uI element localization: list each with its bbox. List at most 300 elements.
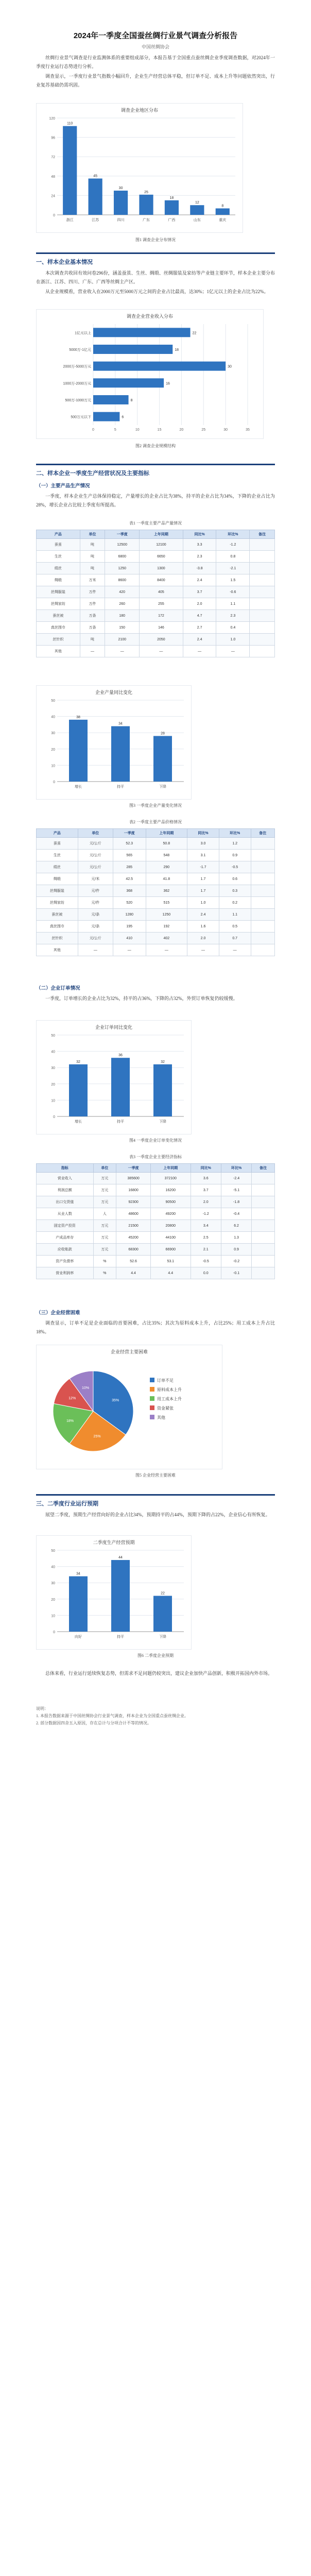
- document-source: 中国丝绸协会: [141, 44, 169, 49]
- y-tick-label: 40: [51, 715, 55, 719]
- table-cell: —: [146, 944, 187, 956]
- table-cell: 万元: [93, 1184, 116, 1196]
- y-tick-label: 72: [51, 156, 55, 160]
- table-cell: 固定资产投资: [37, 1220, 94, 1232]
- table-cell: 520: [113, 897, 146, 909]
- table-cell: 0.8: [216, 551, 250, 563]
- table-cell: 2.4: [187, 909, 219, 921]
- table-cell: 丝绸服装: [37, 885, 78, 897]
- table-row: [37, 1184, 275, 1196]
- table-cell: 3.6: [191, 1173, 221, 1184]
- y-tick-label: 1亿元以上: [75, 331, 91, 335]
- table-cell: 255: [140, 598, 183, 610]
- table-cell: [250, 586, 275, 598]
- table-cell: [250, 646, 275, 657]
- table-cell: 2.5: [191, 1232, 221, 1244]
- table-1-caption: 表1 一季度主要产品产量情况: [129, 521, 182, 526]
- x-tick-label: 广西: [168, 218, 176, 222]
- data-label: 8: [221, 204, 224, 208]
- table-cell: 2.1: [191, 1244, 221, 1256]
- table-cell: 绢丝: [37, 563, 80, 574]
- table-row: [37, 921, 275, 933]
- table-cell: 1250: [146, 909, 187, 921]
- chart-title: 企业订单同比变化: [95, 1025, 133, 1030]
- legend-swatch: [150, 1415, 154, 1419]
- table-cell: 蚕丝被: [37, 909, 78, 921]
- bar: [69, 720, 88, 782]
- table-cell: -2.4: [221, 1173, 251, 1184]
- legend-label: 资金紧张: [157, 1406, 174, 1411]
- table-cell: 12500: [105, 539, 140, 551]
- table-row: [37, 944, 275, 956]
- table-cell: —: [140, 646, 183, 657]
- table-cell: 元/公斤: [78, 861, 113, 873]
- section-1-text: [36, 269, 275, 297]
- table-cell: [252, 1196, 275, 1208]
- table-1-wrapper: [36, 530, 275, 657]
- table-cell: 49200: [150, 1208, 191, 1220]
- table-cell: 20800: [150, 1220, 191, 1232]
- table-cell: 362: [146, 885, 187, 897]
- data-label: 25%: [93, 1434, 101, 1438]
- table-3-wrapper: [36, 1163, 275, 1279]
- table-cell: —: [183, 646, 216, 657]
- table-cell: 万元: [93, 1232, 116, 1244]
- table-row: [37, 586, 275, 598]
- table-row: [37, 1173, 275, 1184]
- figure-6-chart: [36, 1535, 192, 1650]
- figure-5-svg: [37, 1345, 222, 1469]
- section-divider: [36, 1494, 275, 1496]
- table-cell: 丝绸家纺: [37, 598, 80, 610]
- table-cell: 6.2: [221, 1220, 251, 1232]
- table-cell: 蚕丝被: [37, 610, 80, 622]
- data-label: 22: [192, 331, 197, 335]
- x-tick-label: 持平: [117, 785, 124, 789]
- table-cell: 产成品库存: [37, 1232, 94, 1244]
- data-label: 22: [161, 1591, 165, 1596]
- y-tick-label: 24: [51, 194, 55, 198]
- table-cell: 6650: [140, 551, 183, 563]
- table-cell: 其他: [37, 646, 80, 657]
- x-tick-label: 35: [246, 428, 250, 432]
- table-cell: -0.2: [221, 1256, 251, 1267]
- column-header: 同比%: [191, 1164, 221, 1173]
- table-cell: -1.2: [216, 539, 250, 551]
- table-cell: 1.5: [216, 574, 250, 586]
- column-header: 上年同期: [150, 1164, 191, 1173]
- data-label: 32: [76, 1060, 80, 1064]
- table-2-caption: 表2 一季度主要产品价格情况: [129, 820, 182, 824]
- chart-title: 二季度生产经营预期: [93, 1540, 135, 1545]
- table-cell: -1.2: [191, 1208, 221, 1220]
- table-row: [37, 1232, 275, 1244]
- section-1-heading: 一、样本企业基本情况: [36, 259, 93, 265]
- table-cell: 营业收入: [37, 1173, 94, 1184]
- table-cell: —: [78, 944, 113, 956]
- table-cell: -0.1: [221, 1267, 251, 1279]
- table-cell: 元/公斤: [78, 933, 113, 944]
- table-cell: 385600: [116, 1173, 151, 1184]
- table-cell: 生丝: [37, 850, 78, 861]
- data-label: 12: [195, 201, 199, 205]
- table-cell: 万元: [93, 1220, 116, 1232]
- table-cell: -1.8: [221, 1196, 251, 1208]
- table-cell: 45200: [116, 1232, 151, 1244]
- y-tick-label: 20: [51, 748, 55, 752]
- table-row: [37, 622, 275, 634]
- paragraph: 一季度，订单增长的企业占比为32%，持平的占36%，下降的占32%，外贸订单恢复仍较缓慢。: [45, 996, 238, 1001]
- table-cell: 2100: [105, 634, 140, 646]
- table-cell: [251, 861, 274, 873]
- table-cell: 生丝: [37, 551, 80, 563]
- y-tick-label: 500万元以下: [71, 415, 91, 419]
- table-cell: 6800: [105, 551, 140, 563]
- table-cell: 万元: [93, 1244, 116, 1256]
- section-2-heading: 二、样本企业一季度生产经营状况及主要指标: [36, 470, 149, 477]
- column-header: 同比%: [187, 829, 219, 838]
- legend-label: 订单不足: [157, 1378, 174, 1383]
- data-label: 6: [122, 415, 124, 419]
- table-cell: 368: [113, 885, 146, 897]
- table-cell: 3.1: [187, 850, 219, 861]
- x-tick-label: 重庆: [219, 218, 227, 222]
- table-cell: [250, 574, 275, 586]
- bar: [111, 1058, 130, 1116]
- table-cell: 2.0: [183, 598, 216, 610]
- table-cell: 1.2: [219, 838, 251, 850]
- table-cell: 2.7: [183, 622, 216, 634]
- table-row: [37, 1244, 275, 1256]
- table-cell: 565: [113, 850, 146, 861]
- table-cell: 0.9: [219, 850, 251, 861]
- table-row: [37, 551, 275, 563]
- table-cell: —: [113, 944, 146, 956]
- y-tick-label: 10: [51, 1614, 55, 1618]
- column-header: 备注: [252, 1164, 275, 1173]
- table-cell: %: [93, 1267, 116, 1279]
- table-cell: 元/条: [78, 921, 113, 933]
- table-cell: [252, 1173, 275, 1184]
- section-3-text: [36, 1511, 275, 1520]
- table-header-row: [37, 829, 275, 838]
- table-cell: 0.6: [219, 873, 251, 885]
- figure-2-chart: [36, 309, 264, 439]
- table-cell: 利润总额: [37, 1184, 94, 1196]
- table-cell: 2.4: [183, 574, 216, 586]
- table-cell: 蚕茧: [37, 838, 78, 850]
- table-cell: 90500: [150, 1196, 191, 1208]
- table-row: [37, 1267, 275, 1279]
- y-tick-label: 10: [51, 1099, 55, 1103]
- table-cell: 万件: [80, 598, 105, 610]
- table-row: [37, 861, 275, 873]
- figure-1-svg: [37, 104, 243, 232]
- figure-2-caption: 图2 调查企业规模结构: [135, 444, 176, 448]
- table-cell: -0.5: [191, 1256, 221, 1267]
- y-tick-label: 30: [51, 1582, 55, 1586]
- table-cell: %: [93, 1256, 116, 1267]
- section-2-1-text: [36, 492, 275, 511]
- table-cell: [251, 897, 274, 909]
- table-cell: 1250: [105, 563, 140, 574]
- table-cell: 180: [105, 610, 140, 622]
- table-cell: 290: [146, 861, 187, 873]
- table-cell: 元/米: [78, 873, 113, 885]
- table-1: [36, 530, 275, 657]
- y-tick-label: 500万-1000万元: [65, 399, 91, 402]
- table-row: [37, 909, 275, 921]
- table-row: [37, 598, 275, 610]
- table-cell: 万元: [93, 1173, 116, 1184]
- table-cell: 万条: [80, 622, 105, 634]
- table-cell: 146: [140, 622, 183, 634]
- figure-5-chart: [36, 1345, 222, 1469]
- figure-1-chart: [36, 103, 243, 233]
- table-cell: 丝绸家纺: [37, 897, 78, 909]
- data-label: 12%: [68, 1397, 76, 1401]
- x-tick-label: 30: [223, 428, 228, 432]
- data-label: 110: [67, 122, 73, 126]
- figure-4-svg: [37, 1021, 191, 1134]
- table-cell: 192: [146, 921, 187, 933]
- table-cell: [250, 551, 275, 563]
- table-cell: 资产负债率: [37, 1256, 94, 1267]
- paragraph: 从企业规模看，营业收入在2000万元至5000万元之间的企业占比最高，达30%；1亿元以上的企业占比为22%。: [45, 289, 269, 294]
- table-cell: 0.7: [219, 933, 251, 944]
- column-header: 产品: [37, 829, 78, 838]
- table-cell: [252, 1208, 275, 1220]
- table-cell: —: [105, 646, 140, 657]
- table-row: [37, 873, 275, 885]
- table-cell: 0.3: [219, 885, 251, 897]
- table-cell: 3.7: [191, 1184, 221, 1196]
- x-tick-label: 四川: [117, 218, 125, 222]
- bar: [93, 412, 119, 421]
- data-label: 32: [161, 1060, 165, 1064]
- table-cell: 0.2: [219, 897, 251, 909]
- table-cell: [251, 885, 274, 897]
- x-tick-label: 向好: [75, 1635, 82, 1639]
- table-cell: 16200: [150, 1184, 191, 1196]
- legend-label: 其他: [157, 1415, 165, 1420]
- table-cell: [252, 1267, 275, 1279]
- table-cell: 元/公斤: [78, 838, 113, 850]
- table-cell: -5.1: [221, 1184, 251, 1196]
- paragraph: 展望二季度，预期生产经营向好的企业占比34%，预期持平的占44%，预期下降的占22%，企业信心有所恢复。: [45, 1512, 270, 1517]
- table-cell: 万米: [80, 574, 105, 586]
- column-header: 一季度: [105, 530, 140, 539]
- bar: [69, 1577, 88, 1632]
- data-label: 8: [130, 399, 133, 402]
- table-cell: 1.0: [216, 634, 250, 646]
- y-tick-label: 40: [51, 1565, 55, 1569]
- column-header: 环比%: [221, 1164, 251, 1173]
- x-tick-label: 25: [201, 428, 206, 432]
- y-tick-label: 20: [51, 1598, 55, 1602]
- table-row: [37, 563, 275, 574]
- table-cell: 0.0: [191, 1267, 221, 1279]
- y-tick-label: 50: [51, 699, 55, 703]
- bar: [93, 378, 164, 387]
- table-cell: 元/条: [78, 909, 113, 921]
- table-cell: 66900: [150, 1244, 191, 1256]
- table-cell: [251, 933, 274, 944]
- table-cell: 44100: [150, 1232, 191, 1244]
- bar: [93, 328, 191, 337]
- table-cell: 4.7: [183, 610, 216, 622]
- notes-line: 1. 本报告数据来源于中国丝绸协会行业景气调查，样本企业为全国重点蚕丝绸企业。: [36, 1714, 188, 1718]
- y-tick-label: 0: [53, 1631, 55, 1634]
- table-header-row: [37, 530, 275, 539]
- table-cell: —: [219, 944, 251, 956]
- table-cell: 92300: [116, 1196, 151, 1208]
- table-row: [37, 1220, 275, 1232]
- y-tick-label: 120: [49, 117, 55, 121]
- data-label: 38: [76, 715, 80, 719]
- table-cell: 42.5: [113, 873, 146, 885]
- table-cell: [252, 1244, 275, 1256]
- legend-label: 用工成本上升: [157, 1397, 182, 1401]
- x-tick-label: 下降: [159, 1635, 166, 1639]
- table-cell: 万条: [80, 610, 105, 622]
- table-cell: 2.3: [183, 551, 216, 563]
- data-label: 18%: [66, 1419, 74, 1423]
- data-label: 18: [169, 196, 174, 200]
- data-label: 28: [161, 732, 165, 736]
- table-3: [36, 1163, 275, 1279]
- table-cell: 万件: [80, 586, 105, 598]
- table-cell: [252, 1184, 275, 1196]
- table-cell: 丝绸服装: [37, 586, 80, 598]
- y-tick-label: 30: [51, 732, 55, 736]
- table-cell: 52.3: [113, 838, 146, 850]
- bar: [190, 205, 204, 215]
- table-cell: 2.3: [216, 610, 250, 622]
- table-cell: -3.8: [183, 563, 216, 574]
- bar: [63, 126, 77, 215]
- x-tick-label: 20: [179, 428, 184, 432]
- legend-swatch: [150, 1396, 154, 1401]
- y-tick-label: 30: [51, 1066, 55, 1071]
- data-label: 18: [175, 348, 179, 352]
- x-tick-label: 15: [157, 428, 162, 432]
- table-cell: [251, 838, 274, 850]
- column-header: 指标: [37, 1164, 94, 1173]
- y-tick-label: 1000万-2000万元: [63, 382, 91, 386]
- table-row: [37, 574, 275, 586]
- y-tick-label: 96: [51, 136, 55, 140]
- table-cell: [251, 909, 274, 921]
- x-tick-label: 浙江: [66, 218, 74, 222]
- bar: [69, 1064, 88, 1116]
- section-2-3-heading: （三）企业经营困难: [36, 1311, 80, 1316]
- table-cell: 2.4: [183, 634, 216, 646]
- table-cell: 丝针织: [37, 634, 80, 646]
- column-header: 单位: [80, 530, 105, 539]
- section-3-heading: 三、二季度行业运行预期: [36, 1501, 98, 1507]
- table-cell: 1.6: [187, 921, 219, 933]
- table-cell: 元/件: [78, 885, 113, 897]
- table-cell: 2.0: [191, 1196, 221, 1208]
- figure-3-svg: [37, 686, 191, 799]
- column-header: 单位: [93, 1164, 116, 1173]
- x-tick-label: 5: [114, 428, 116, 432]
- y-tick-label: 50: [51, 1034, 55, 1038]
- bar: [216, 208, 230, 215]
- table-header-row: [37, 1164, 275, 1173]
- table-cell: 21500: [116, 1220, 151, 1232]
- data-label: 44: [118, 1555, 123, 1560]
- bar: [153, 1596, 172, 1632]
- column-header: 环比%: [219, 829, 251, 838]
- data-label: 25: [144, 190, 148, 194]
- data-label: 30: [228, 365, 232, 369]
- table-row: [37, 1256, 275, 1267]
- table-cell: 蚕茧: [37, 539, 80, 551]
- table-cell: [251, 873, 274, 885]
- table-cell: 1300: [140, 563, 183, 574]
- bar: [114, 191, 128, 215]
- table-cell: 420: [105, 586, 140, 598]
- table-cell: 吨: [80, 563, 105, 574]
- bar: [93, 395, 129, 404]
- table-cell: 0.4: [216, 622, 250, 634]
- y-tick-label: 40: [51, 1050, 55, 1054]
- x-tick-label: 江苏: [92, 218, 99, 222]
- table-cell: 260: [105, 598, 140, 610]
- column-header: 同比%: [183, 530, 216, 539]
- table-cell: 元/公斤: [78, 850, 113, 861]
- data-label: 30: [118, 187, 123, 190]
- y-tick-label: 5000万-1亿元: [69, 348, 91, 352]
- data-label: 10%: [82, 1386, 90, 1391]
- figure-3-caption: 图3 一季度企业产量变化情况: [129, 803, 182, 808]
- table-cell: 吨: [80, 539, 105, 551]
- table-cell: 48600: [116, 1208, 151, 1220]
- table-cell: 1.7: [187, 873, 219, 885]
- table-row: [37, 933, 275, 944]
- x-tick-label: 增长: [75, 1120, 82, 1124]
- column-header: 一季度: [116, 1164, 151, 1173]
- table-row: [37, 1208, 275, 1220]
- table-cell: 1.1: [219, 909, 251, 921]
- table-cell: 8400: [140, 574, 183, 586]
- figure-5-caption: 图5 企业经营主要困难: [135, 1473, 176, 1478]
- table-cell: 1.7: [187, 885, 219, 897]
- table-cell: 172: [140, 610, 183, 622]
- table-cell: [250, 622, 275, 634]
- bar: [153, 736, 172, 782]
- intro-paragraph: 丝绸行业景气调查是行业监测体系的重要组成部分，本报告基于全国重点蚕丝绸企业季度调查数据，对2024年一季度行业运行态势进行分析。: [36, 55, 275, 69]
- table-cell: 人: [93, 1208, 116, 1220]
- column-header: 环比%: [216, 530, 250, 539]
- table-cell: [250, 539, 275, 551]
- y-tick-label: 0: [53, 1115, 55, 1119]
- table-cell: [251, 850, 274, 861]
- notes-title: 说明：: [36, 1706, 48, 1711]
- table-cell: —: [216, 646, 250, 657]
- notes-block: [36, 1705, 275, 1727]
- bar: [93, 362, 226, 371]
- table-cell: 402: [146, 933, 187, 944]
- table-cell: 410: [113, 933, 146, 944]
- bar: [139, 195, 153, 215]
- figure-6-caption: 图6 二季度企业预期: [137, 1653, 174, 1658]
- table-row: [37, 850, 275, 861]
- table-row: [37, 646, 275, 657]
- bar: [165, 200, 179, 215]
